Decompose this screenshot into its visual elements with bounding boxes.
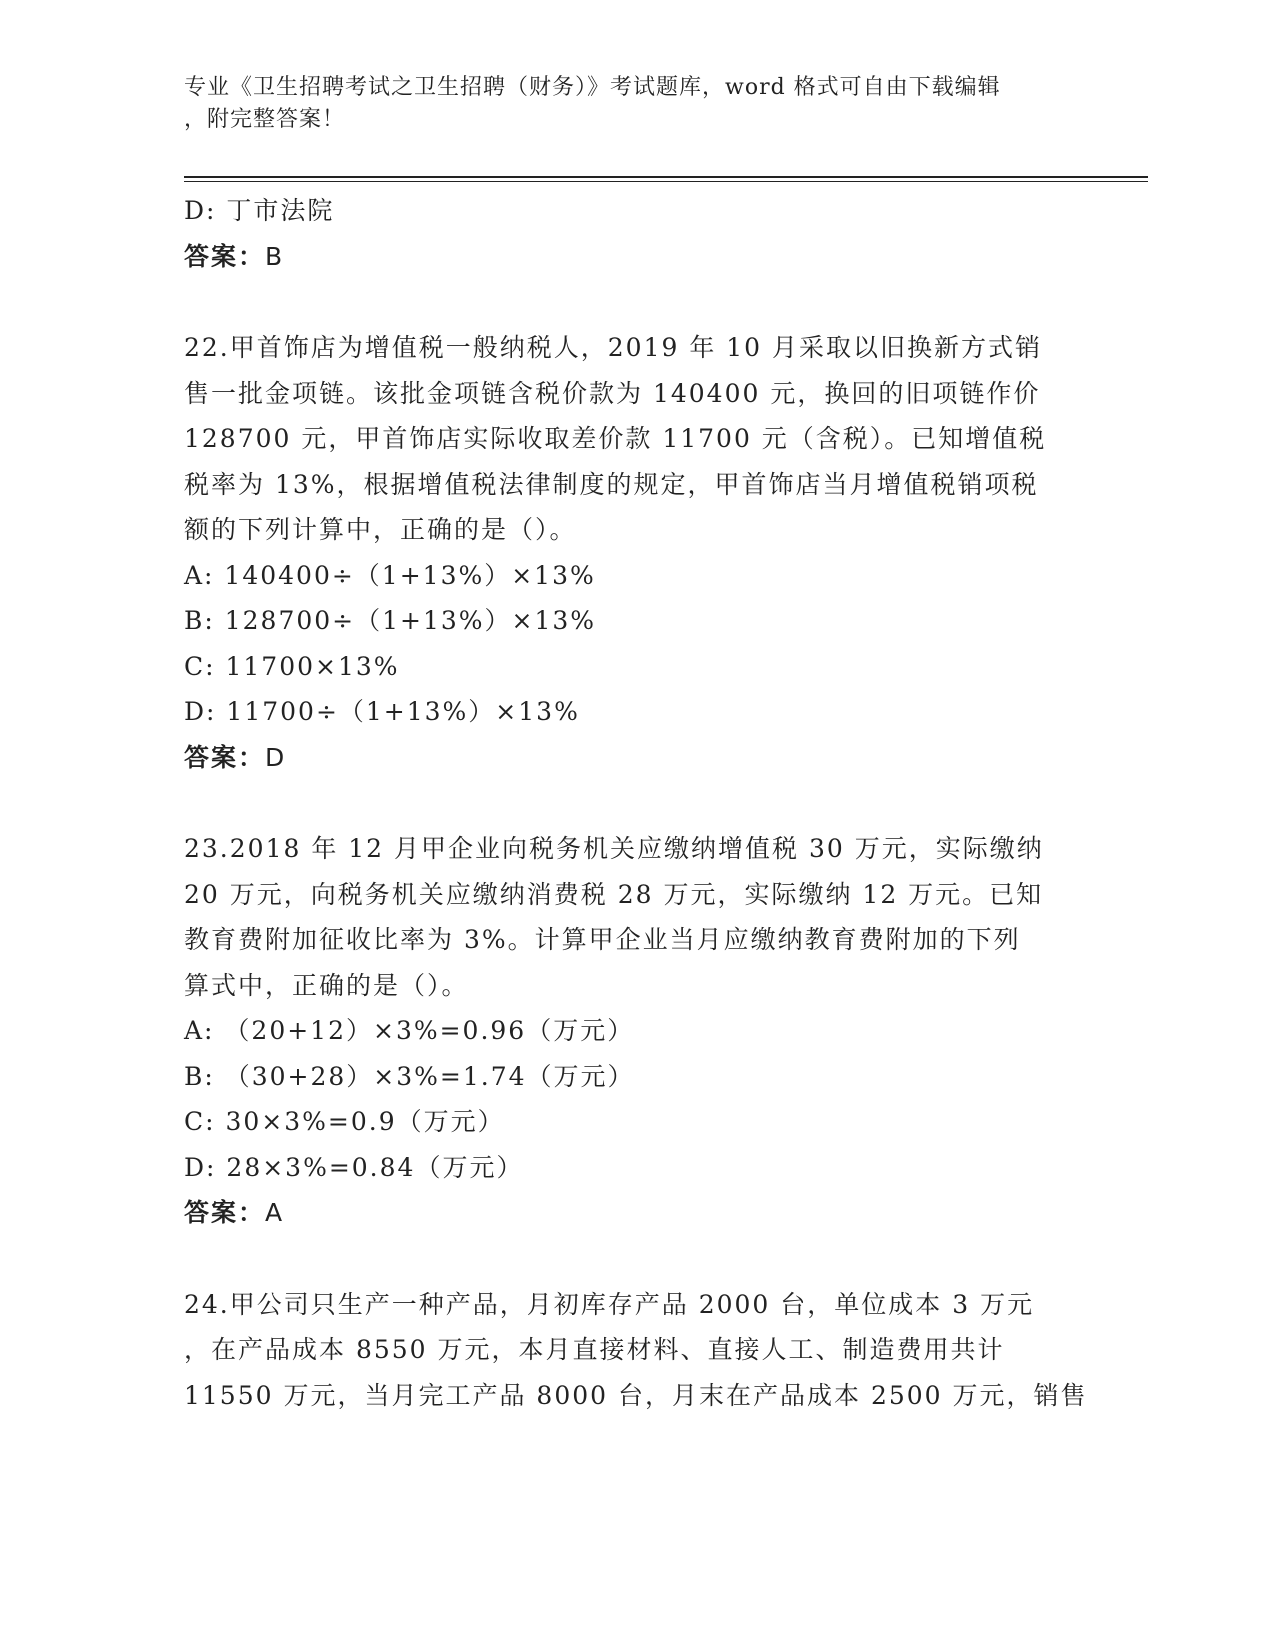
option-c: C: 11700×13%	[184, 651, 400, 681]
option-a: A: （20+12）×3%=0.96（万元）	[184, 1016, 635, 1045]
option-b: B: （30+28）×3%=1.74（万元）	[184, 1061, 635, 1091]
question-text	[184, 325, 1084, 553]
spacer	[184, 1236, 1084, 1282]
question-line: 22.甲首饰店为增值税一般纳税人，2019 年 10 月采取以旧换新方式销	[184, 333, 1043, 362]
prev-option-d: D: 丁市法院	[184, 196, 335, 225]
document-header	[184, 72, 1064, 136]
question-line: 23.2018 年 12 月甲企业向税务机关应缴纳增值税 30 万元，实际缴纳	[184, 834, 1044, 863]
answer-label: 答案：	[184, 1198, 266, 1227]
header-line-2: ，附完整答案！	[184, 107, 346, 132]
question-line: 算式中，正确的是（）。	[184, 970, 469, 1000]
document-body	[184, 188, 1088, 1418]
header-line-1: 专业《卫生招聘考试之卫生招聘（财务）》考试题库，word 格式可自由下载编辑	[184, 75, 1001, 100]
spacer	[184, 279, 1084, 325]
option-d: D: 28×3%=0.84（万元）	[184, 1152, 524, 1182]
question-line: 售一批金项链。该批金项链含税价款为 140400 元，换回的旧项链作价	[184, 378, 1041, 408]
question-24	[184, 1282, 1088, 1419]
spacer	[184, 780, 1084, 826]
header-divider-thick	[184, 176, 1148, 178]
question-line: 额的下列计算中，正确的是（）。	[184, 515, 577, 544]
question-text	[184, 826, 1084, 1008]
question-line: 11550 万元，当月完工产品 8000 台，月末在产品成本 2500 万元，销售	[184, 1380, 1088, 1410]
option-b: B: 128700÷（1+13%）×13%	[184, 606, 597, 635]
question-line: 20 万元，向税务机关应缴纳消费税 28 万元，实际缴纳 12 万元。已知	[184, 879, 1044, 909]
question-line: 税率为 13%，根据增值税法律制度的规定，甲首饰店当月增值税销项税	[184, 469, 1039, 499]
answer-value: B	[265, 241, 285, 271]
answer-label: 答案：	[184, 241, 266, 271]
option-a: A: 140400÷（1+13%）×13%	[184, 560, 596, 590]
question-line: ，在产品成本 8550 万元，本月直接材料、直接人工、制造费用共计	[184, 1335, 1005, 1364]
answer-value: D	[265, 742, 287, 772]
question-answer	[184, 1190, 1084, 1236]
answer-value: A	[265, 1198, 285, 1227]
question-line: 24.甲公司只生产一种产品，月初库存产品 2000 台，单位成本 3 万元	[184, 1289, 1035, 1319]
option-d: D: 11700÷（1+13%）×13%	[184, 697, 580, 726]
question-line: 教育费附加征收比率为 3%。计算甲企业当月应缴纳教育费附加的下列	[184, 925, 1021, 954]
question-line: 128700 元，甲首饰店实际收取差价款 11700 元（含税）。已知增值税	[184, 424, 1047, 453]
question-23	[184, 826, 1084, 1236]
question-answer	[184, 735, 1084, 781]
question-text	[184, 1282, 1088, 1419]
answer-label: 答案：	[184, 742, 266, 772]
prev-answer	[184, 234, 1084, 280]
question-22	[184, 325, 1084, 780]
option-c: C: 30×3%=0.9（万元）	[184, 1107, 505, 1136]
header-divider-thin	[184, 181, 1148, 182]
